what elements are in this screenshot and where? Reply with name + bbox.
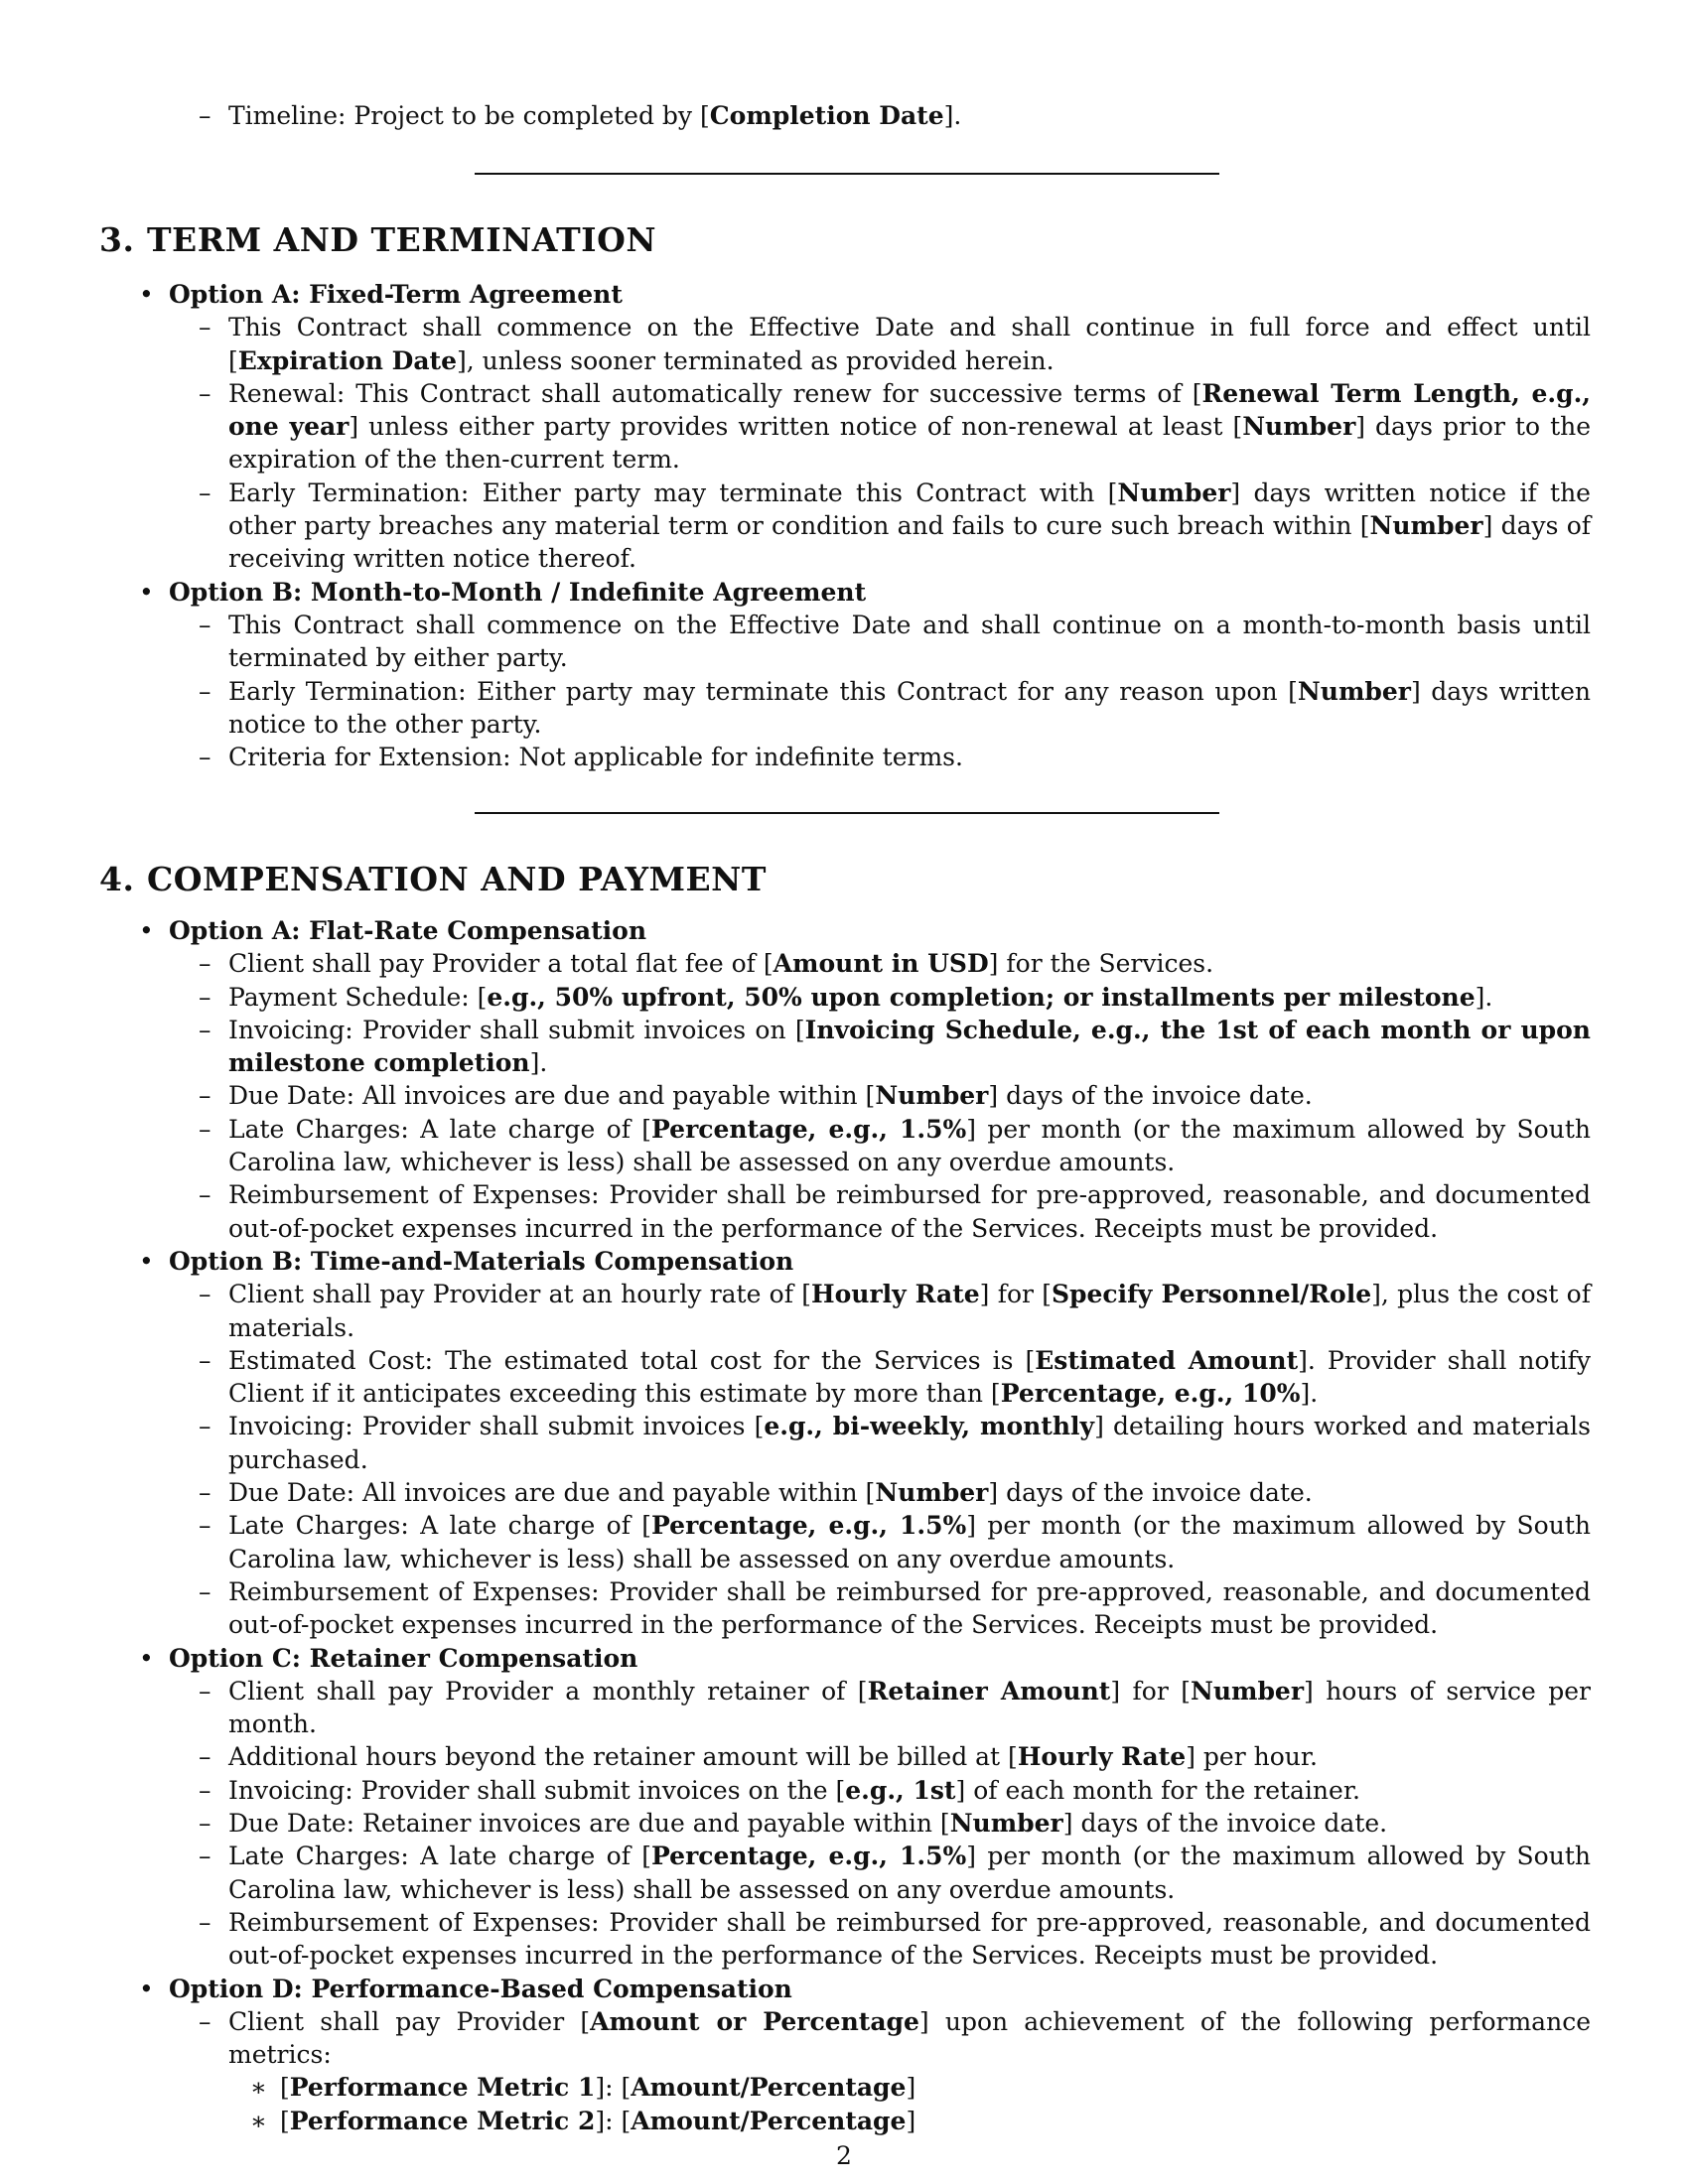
list-item: – Renewal: This Contract shall automatically renew for successive terms of [Renewal Term Length, e.g., one year] unless either party provides written notice of non-renewal at least [Number] days prior to the expiration of the then-current term.: [199, 378, 1592, 475]
option-label: • Option B: Month-to-Month / Indefinite Agreement: [139, 577, 867, 607]
list-item: – Early Termination: Either party may terminate this Contract with [Number] days written notice if the other party breaches any material term or condition and fails to cure such breach within [Number] days of receiving written notice thereof.: [199, 478, 1591, 574]
list-item: – Invoicing: Provider shall submit invoices [e.g., bi-weekly, monthly] detailing hours worked and materials purchased.: [199, 1412, 1591, 1474]
option-label: • Option C: Retainer Compensation: [139, 1643, 638, 1673]
section-divider: [475, 173, 1219, 175]
section-3: [0, 220, 1688, 260]
list-item: – Criteria for Extension: Not applicable for indefinite terms.: [199, 743, 963, 772]
option-label: • Option A: Flat-Rate Compensation: [139, 916, 647, 945]
list-item: – Reimbursement of Expenses: Provider shall be reimbursed for pre-approved, reasonable, and documented out-of-pocket expenses incurred in the performance of the Services. Receipts must be provided.: [199, 1180, 1591, 1243]
list-item: – Reimbursement of Expenses: Provider shall be reimbursed for pre-approved, reasonable, and documented out-of-pocket expenses incurred in the performance of the Services. Receipts must be provided.: [199, 1576, 1591, 1640]
list-item: – Invoicing: Provider shall submit invoices on [Invoicing Schedule, e.g., the 1st of each month or upon milestone completion].: [199, 1015, 1591, 1078]
list-item: – This Contract shall commence on the Effective Date and shall continue in full force and effect until [Expiration Date], unless sooner terminated as provided herein.: [199, 313, 1591, 375]
section-4: [0, 860, 1688, 899]
list-item: – Client shall pay Provider a monthly retainer of [Retainer Amount] for [Number] hours of service per month.: [199, 1676, 1592, 1739]
list-item: – Client shall pay Provider a total flat fee of [Amount in USD] for the Services.: [199, 949, 1214, 979]
list-item: – Estimated Cost: The estimated total cost for the Services is [Estimated Amount]. Provider shall notify Client if it anticipates exceeding this estimate by more than [Percentage, e.g., 10%].: [199, 1345, 1591, 1409]
list-item: – Late Charges: A late charge of [Percentage, e.g., 1.5%] per month (or the maximum allowed by South Carolina law, whichever is less) shall be assessed on any overdue amounts.: [199, 1114, 1591, 1177]
list-item: – Due Date: All invoices are due and payable within [Number] days of the invoice date.: [199, 1081, 1313, 1111]
list-item: – This Contract shall commence on the Effective Date and shall continue on a month-to-month basis until terminated by either party.: [199, 610, 1591, 673]
list-item: – Client shall pay Provider [Amount or Percentage] upon achievement of the following performance metrics:: [199, 2006, 1591, 2070]
list-item: – Additional hours beyond the retainer amount will be billed at [Hourly Rate] per hour.: [199, 1742, 1318, 1772]
list-item: – Late Charges: A late charge of [Percentage, e.g., 1.5%] per month (or the maximum allowed by South Carolina law, whichever is less) shall be assessed on any overdue amounts.: [199, 1842, 1591, 1904]
section-heading: 4. COMPENSATION AND PAYMENT: [99, 860, 767, 898]
option-label: • Option B: Time-and-Materials Compensation: [139, 1246, 794, 1276]
section-3-body: [0, 278, 1688, 773]
list-item: – Client shall pay Provider at an hourly rate of [Hourly Rate] for [Specify Personnel/Role], plus the cost of materials.: [199, 1280, 1591, 1342]
timeline-item: – Timeline: Project to be completed by [Completion Date].: [199, 101, 962, 130]
list-item: – Invoicing: Provider shall submit invoices on the [e.g., 1st] of each month for the retainer.: [199, 1775, 1360, 1805]
metric-item: ∗ [Performance Metric 1]: [Amount/Percentage]: [250, 2073, 916, 2103]
page-number: 2: [836, 2141, 852, 2170]
section-heading: 3. TERM AND TERMINATION: [99, 220, 656, 259]
list-item: – Reimbursement of Expenses: Provider shall be reimbursed for pre-approved, reasonable, and documented out-of-pocket expenses incurred in the performance of the Services. Receipts must be provided.: [199, 1907, 1591, 1971]
list-item: – Early Termination: Either party may terminate this Contract for any reason upon [Number] days written notice to the other party.: [199, 676, 1591, 739]
option-label: • Option A: Fixed-Term Agreement: [139, 280, 623, 309]
option-label: • Option D: Performance-Based Compensation: [139, 1974, 792, 2003]
section-4-body: [0, 914, 1688, 2137]
list-item: – Payment Schedule: [e.g., 50% upfront, 50% upon completion; or installments per milestone].: [199, 982, 1493, 1012]
list-item: – Due Date: Retainer invoices are due and payable within [Number] days of the invoice date.: [199, 1809, 1388, 1839]
list-item: – Due Date: All invoices are due and payable within [Number] days of the invoice date.: [199, 1478, 1313, 1508]
list-item: – Late Charges: A late charge of [Percentage, e.g., 1.5%] per month (or the maximum allowed by South Carolina law, whichever is less) shall be assessed on any overdue amounts.: [199, 1511, 1591, 1573]
metric-item: ∗ [Performance Metric 2]: [Amount/Percentage]: [250, 2106, 916, 2135]
completion-date-field: Completion Date: [709, 101, 944, 130]
section-divider: [475, 812, 1219, 814]
